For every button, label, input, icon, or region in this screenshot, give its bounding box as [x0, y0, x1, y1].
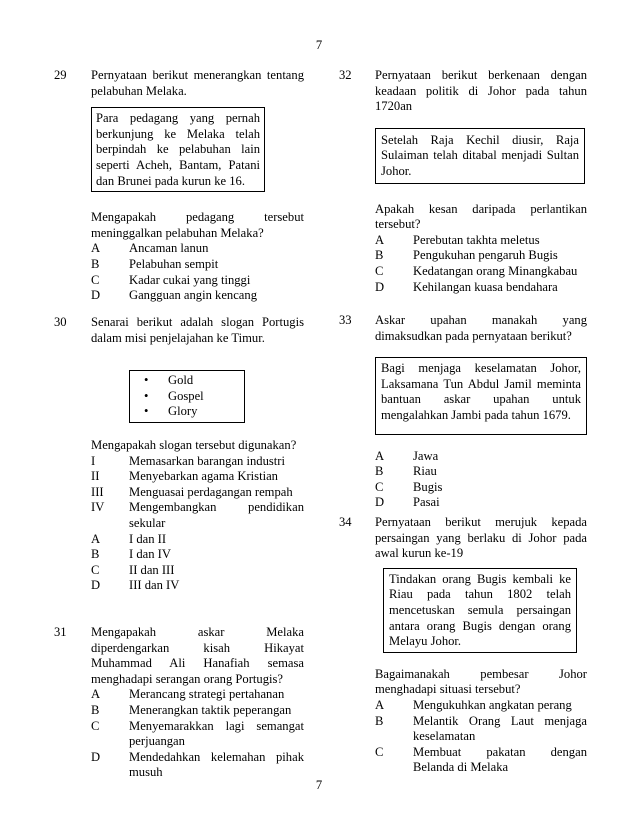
option-c[interactable]: C II dan III: [91, 562, 175, 577]
bullet-item: • Gold: [144, 373, 194, 388]
option-d[interactable]: D Gangguan angin kencang: [91, 288, 257, 303]
option-a[interactable]: A I dan II: [91, 531, 167, 546]
statement-iv: IV Mengembangkan pendidikan sekular: [91, 500, 304, 530]
page-number-bottom: 7: [315, 778, 323, 792]
bullet-icon: •: [144, 373, 149, 388]
source-box: Setelah Raja Kechil diusir, Raja Sulaiman telah ditabal menjadi Sultan Johor.: [375, 128, 585, 184]
option-c[interactable]: C Menyemarakkan lagi semangat perjuangan: [91, 718, 304, 749]
source-box: Tindakan orang Bugis kembali ke Riau pada tahun 1802 telah mencetuskan semula persaingan antara orang Bugis dengan orang Melayu Johor.: [383, 568, 577, 653]
page-number-top: 7: [315, 38, 323, 52]
question-number: 32: [339, 68, 352, 82]
statement-iii: III Menguasai perdagangan rempah: [91, 484, 293, 499]
statement-i: I Memasarkan barangan industri: [91, 453, 285, 468]
option-c[interactable]: C Kedatangan orang Minangkabau: [375, 263, 578, 278]
question-stem: Pernyataan berikut menerangkan tentang pelabuhan Melaka.: [91, 68, 304, 98]
question-stem: Pernyataan berikut merujuk kepada persaingan yang berlaku di Johor pada awal kurun ke-19: [375, 515, 587, 561]
option-c[interactable]: C Bugis: [375, 479, 443, 494]
question-prompt: Bagaimanakah pembesar Johor menghadapi situasi tersebut?: [375, 666, 587, 697]
question-stem: Senarai berikut adalah slogan Portugis dalam misi penjelajahan ke Timur.: [91, 315, 304, 345]
source-box: Bagi menjaga keselamatan Johor, Laksamana Tun Abdul Jamil meminta bantuan askar upahan untuk mengalahkan Jambi pada tahun 1679.: [375, 357, 587, 434]
option-c[interactable]: C Membuat pakatan dengan Belanda di Melaka: [375, 744, 587, 775]
question-stem: Pernyataan berikut berkenaan dengan keadaan politik di Johor pada tahun 1720an: [375, 68, 587, 114]
question-stem: Mengapakah askar Melaka diperdengarkan kisah Hikayat Muhammad Ali Hanafiah semasa menghadapi serangan orang Portugis?: [91, 625, 304, 686]
option-d[interactable]: D Kehilangan kuasa bendahara: [375, 279, 558, 294]
option-a[interactable]: A Jawa: [375, 448, 439, 463]
question-prompt: Apakah kesan daripada perlantikan tersebut?: [375, 201, 587, 232]
question-number: 29: [54, 68, 67, 82]
source-box: Para pedagang yang pernah berkunjung ke Melaka telah berpindah ke pelabuhan lain seperti Acheh, Bantam, Patani dan Brunei pada kurun ke 16.: [91, 107, 265, 192]
statement-ii: II Menyebarkan agama Kristian: [91, 469, 278, 484]
option-b[interactable]: B Menerangkan taktik peperangan: [91, 702, 292, 717]
option-d[interactable]: D Mendedahkan kelemahan pihak musuh: [91, 749, 304, 780]
option-b[interactable]: B Pengukuhan pengaruh Bugis: [375, 248, 558, 263]
bullet-item: • Glory: [144, 404, 198, 419]
option-d[interactable]: D III dan IV: [91, 578, 180, 593]
option-d[interactable]: D Pasai: [375, 495, 440, 510]
bullet-icon: •: [144, 404, 149, 419]
bullet-icon: •: [144, 388, 149, 403]
question-number: 30: [54, 315, 67, 329]
option-b[interactable]: B Riau: [375, 464, 437, 479]
option-a[interactable]: A Mengukuhkan angkatan perang: [375, 697, 572, 712]
question-prompt: Mengapakah pedagang tersebut meninggalkan pelabuhan Melaka?: [91, 210, 304, 240]
option-a[interactable]: A Perebutan takhta meletus: [375, 232, 540, 247]
option-a[interactable]: A Ancaman lanun: [91, 241, 209, 256]
option-c[interactable]: C Kadar cukai yang tinggi: [91, 272, 251, 287]
question-stem: Askar upahan manakah yang dimaksudkan pada pernyataan berikut?: [375, 313, 587, 343]
question-number: 34: [339, 515, 352, 529]
question-number: 31: [54, 625, 67, 639]
question-number: 33: [339, 313, 352, 327]
bullet-item: • Gospel: [144, 388, 204, 403]
option-b[interactable]: B Melantik Orang Laut menjaga keselamatan: [375, 713, 587, 744]
option-a[interactable]: A Merancang strategi pertahanan: [91, 687, 285, 702]
option-b[interactable]: B I dan IV: [91, 547, 171, 562]
slogan-box: [129, 370, 245, 423]
option-b[interactable]: B Pelabuhan sempit: [91, 256, 219, 271]
question-prompt: Mengapakah slogan tersebut digunakan?: [91, 437, 297, 452]
